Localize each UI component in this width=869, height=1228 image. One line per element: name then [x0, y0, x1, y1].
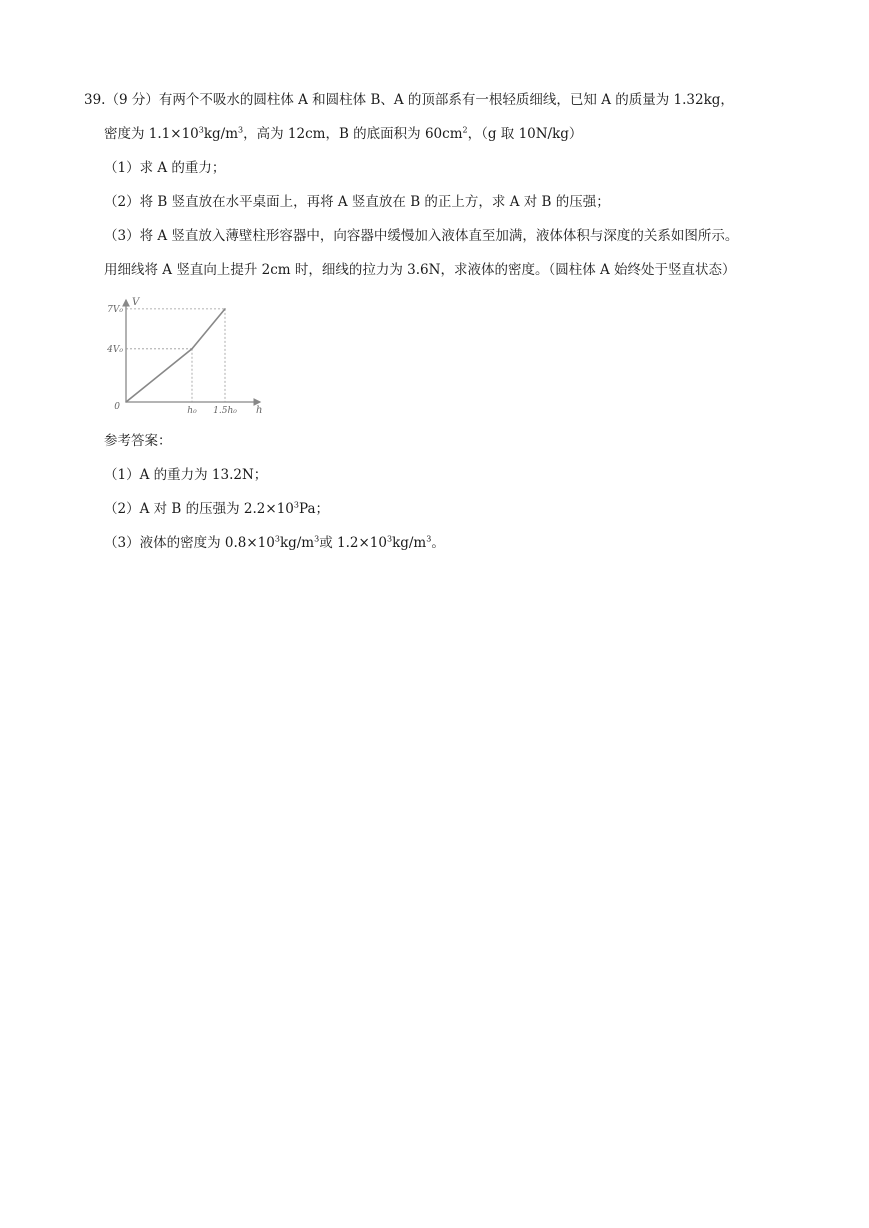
- question-part-3-line2: 用细线将 A 竖直向上提升 2cm 时，细线的拉力为 3.6N，求液体的密度。（圆柱体 A 始终处于竖直状态）: [104, 262, 736, 278]
- data-point: [191, 348, 193, 350]
- y-tick-label: 4V₀: [107, 344, 123, 355]
- answer-text: 。: [431, 535, 445, 551]
- superscript: 3: [386, 534, 393, 544]
- superscript: 3: [238, 125, 244, 135]
- stem-text: kg/m: [203, 126, 239, 142]
- superscript: 2: [462, 125, 468, 135]
- x-axis-title: h: [256, 405, 263, 416]
- y-tick-label: 7V₀: [107, 304, 123, 315]
- answer-text: 或 1.2×10: [319, 535, 387, 551]
- question-part-3-line1: （3）将 A 竖直放入薄壁柱形容器中，向容器中缓慢加入液体直至加满，液体体积与深度的关系如图所示。: [104, 228, 739, 244]
- answer-text: （2）A 对 B 的压强为 2.2×10: [104, 501, 294, 517]
- question-part-1: （1）求 A 的重力；: [104, 160, 226, 176]
- origin-label: 0: [114, 402, 120, 412]
- data-point: [125, 401, 127, 403]
- superscript: 3: [293, 500, 299, 510]
- y-axis-title: V: [132, 297, 140, 308]
- stem-text: ，（g 取 10N/kg）: [467, 126, 583, 142]
- answer-text: Pa；: [298, 501, 330, 517]
- answer-3: [104, 534, 445, 552]
- answer-1: （1）A 的重力为 13.2N；: [104, 467, 268, 483]
- stem-text: 密度为 1.1×10: [104, 126, 199, 142]
- stem-text: ，高为 12cm，B 的底面积为 60cm: [243, 126, 463, 142]
- question-part-2: （2）将 B 竖直放在水平桌面上，再将 A 竖直放在 B 的正上方，求 A 对 B 的压强；: [104, 194, 610, 210]
- answer-text: kg/m: [279, 535, 315, 551]
- graph-svg: [104, 294, 274, 420]
- answer-text: （3）液体的密度为 0.8×10: [104, 535, 275, 551]
- x-tick-label: h₀: [187, 406, 197, 416]
- superscript: 3: [426, 534, 432, 544]
- data-point: [224, 308, 226, 310]
- superscript: 3: [274, 534, 280, 544]
- volume-depth-line: [126, 309, 225, 402]
- answer-2: [104, 500, 329, 518]
- question-stem-line2: [104, 125, 582, 143]
- question-stem-line1: 39.（9 分）有两个不吸水的圆柱体 A 和圆柱体 B、A 的顶部系有一根轻质细线，已知 A 的质量为 1.32kg，: [84, 92, 734, 108]
- answer-heading: 参考答案：: [104, 433, 172, 449]
- x-tick-label: 1.5h₀: [213, 406, 237, 416]
- answer-text: kg/m: [392, 535, 427, 551]
- volume-depth-graph: [104, 294, 274, 420]
- superscript: 3: [198, 125, 204, 135]
- superscript: 3: [314, 534, 320, 544]
